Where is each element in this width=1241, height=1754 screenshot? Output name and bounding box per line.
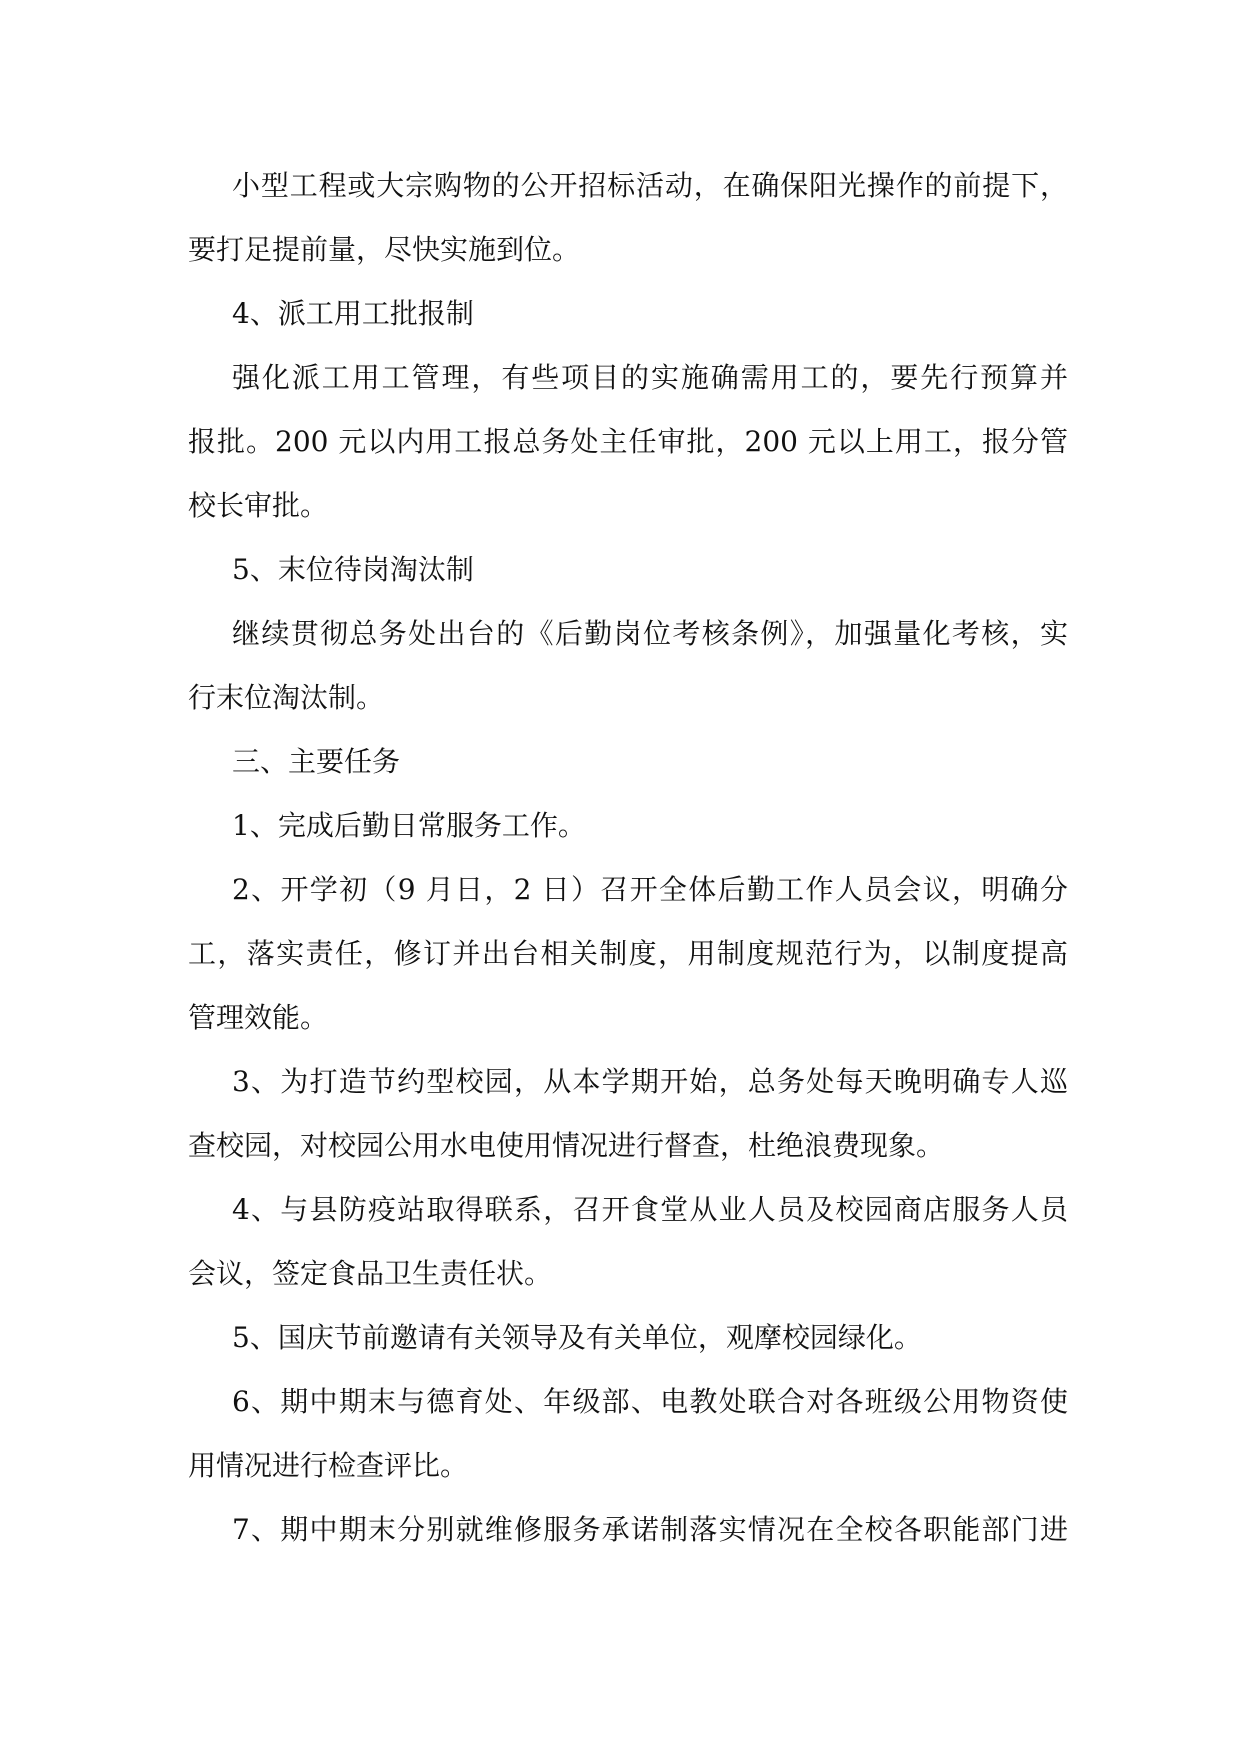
paragraph-line: 校长审批。	[188, 489, 329, 522]
paragraph-line: 报批。200 元以内用工报总务处主任审批，200 元以上用工，报分管	[188, 425, 1068, 458]
paragraph-line: 管理效能。	[188, 1001, 329, 1034]
paragraph-line: 小型工程或大宗购物的公开招标活动，在确保阳光操作的前提下，	[232, 169, 1068, 202]
paragraph-line: 继续贯彻总务处出台的《后勤岗位考核条例》，加强量化考核，实	[232, 617, 1068, 650]
paragraph-line: 工，落实责任，修订并出台相关制度，用制度规范行为，以制度提高	[188, 937, 1068, 970]
section-heading: 5、末位待岗淘汰制	[232, 553, 474, 586]
list-item: 2、开学初（9 月日，2 日）召开全体后勤工作人员会议，明确分	[232, 873, 1068, 906]
list-item: 4、与县防疫站取得联系，召开食堂从业人员及校园商店服务人员	[232, 1193, 1068, 1226]
list-item: 6、期中期末与德育处、年级部、电教处联合对各班级公用物资使	[232, 1385, 1068, 1418]
paragraph-line: 用情况进行检查评比。	[188, 1449, 469, 1482]
paragraph-line: 行末位淘汰制。	[188, 681, 385, 714]
list-item: 7、期中期末分别就维修服务承诺制落实情况在全校各职能部门进	[232, 1513, 1068, 1546]
list-item: 5、国庆节前邀请有关领导及有关单位，观摩校园绿化。	[232, 1321, 922, 1354]
section-heading: 4、派工用工批报制	[232, 297, 474, 330]
list-item: 1、完成后勤日常服务工作。	[232, 809, 586, 842]
section-heading: 三、主要任务	[232, 745, 401, 778]
paragraph-line: 会议，签定食品卫生责任状。	[188, 1257, 553, 1290]
paragraph-line: 强化派工用工管理，有些项目的实施确需用工的，要先行预算并	[232, 361, 1068, 394]
paragraph-line: 查校园，对校园公用水电使用情况进行督查，杜绝浪费现象。	[188, 1129, 945, 1162]
paragraph-line: 要打足提前量，尽快实施到位。	[188, 233, 581, 266]
list-item: 3、为打造节约型校园，从本学期开始，总务处每天晚明确专人巡	[232, 1065, 1068, 1098]
